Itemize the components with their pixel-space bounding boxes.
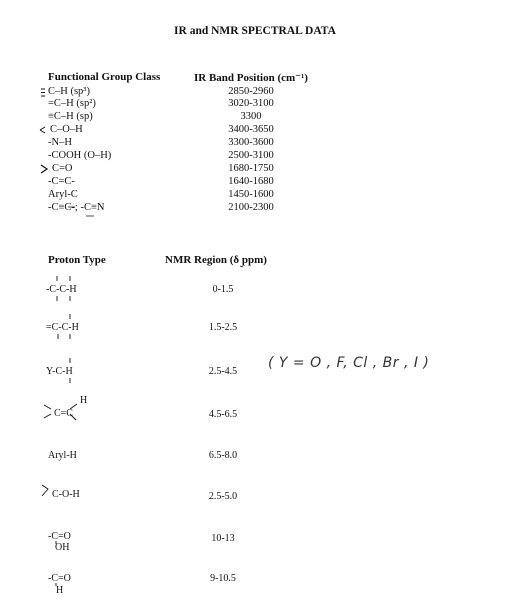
nmr-range-0: 0-1.5 [212,284,234,295]
ir-range-1: 3020-3100 [228,98,274,109]
ir-group-8: Aryl-C [48,189,78,200]
ir-range-7: 1640-1680 [228,176,274,187]
nmr-type-3-sub: H [80,395,88,406]
ir-group-0: C–H (sp³) [48,86,90,97]
nmr-type-2: Y-C-H [46,366,73,377]
nmr-header-type: Proton Type [48,254,106,266]
nmr-type-0: -C-C-H [46,284,77,295]
ir-group-3: C–O–H [50,124,83,135]
nmr-type-3: C=C [54,408,73,419]
ir-group-6: C=O [52,163,73,174]
nmr-range-6: 10-13 [211,533,235,544]
ir-group-7: -C=C- [48,176,75,187]
nmr-range-5: 2.5-5.0 [208,491,238,502]
nmr-range-7: 9-10.5 [210,573,236,584]
nmr-type-4: Aryl-H [48,450,77,461]
ir-range-9: 2100-2300 [228,202,274,213]
ir-group-9: -C≡C-; -C≡N [48,202,105,213]
nmr-header-region: NMR Region (δ ppm) [165,254,267,266]
nmr-type-6-sub: OH [55,542,70,553]
ir-header-group: Functional Group Class [48,71,161,83]
ir-range-8: 1450-1600 [228,189,274,200]
nmr-range-3: 4.5-6.5 [208,409,238,420]
ir-group-1: =C–H (sp²) [48,98,96,109]
ir-range-5: 2500-3100 [228,150,274,161]
ir-range-6: 1680-1750 [228,163,274,174]
nmr-type-1: =C-C-H [46,322,79,333]
page-title: IR and NMR SPECTRAL DATA [174,25,336,37]
ir-range-0: 2850-2960 [228,86,274,97]
nmr-type-7-sub: H [56,585,64,596]
nmr-range-1: 1.5-2.5 [208,322,238,333]
nmr-type-6: -C=O [48,531,71,542]
nmr-type-7: -C=O [48,573,71,584]
ir-group-5: -COOH (O–H) [48,150,112,161]
handwritten-halogen-note: ( Y = O , F, Cl , Br , I ) [268,355,430,371]
nmr-type-5: C-O-H [52,489,80,500]
ir-header-band: IR Band Position (cm⁻¹) [194,72,308,84]
ir-range-4: 3300-3600 [228,137,274,148]
ir-range-2: 3300 [240,111,262,122]
nmr-range-2: 2.5-4.5 [208,366,238,377]
ir-group-2: ≡C–H (sp) [48,111,93,122]
ir-range-3: 3400-3650 [228,124,274,135]
ir-group-4: -N–H [48,137,72,148]
nmr-range-4: 6.5-8.0 [208,450,238,461]
